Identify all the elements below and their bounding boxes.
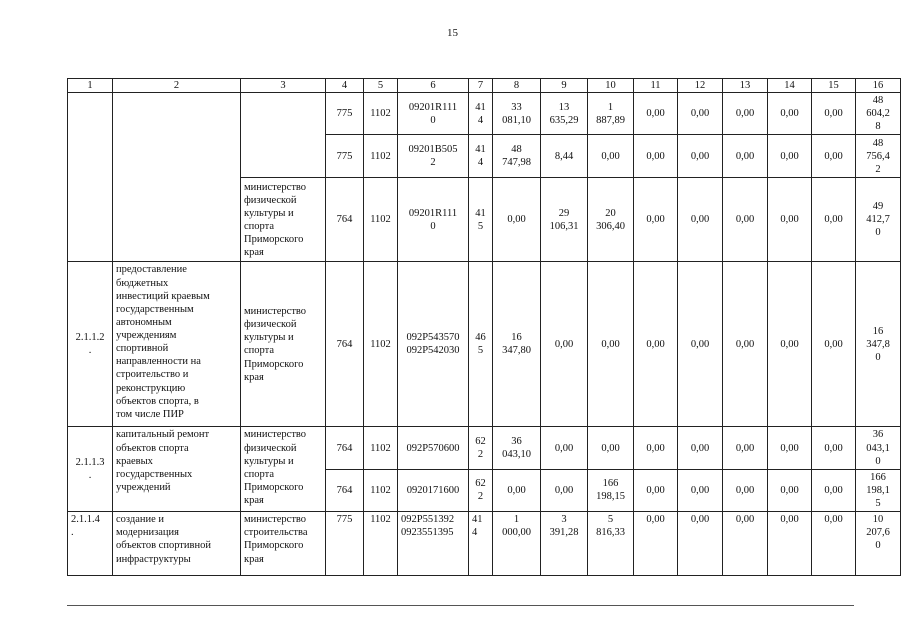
table-cell: 20 306,40 xyxy=(588,178,634,262)
table-cell: 0,00 xyxy=(678,262,723,427)
table-cell xyxy=(113,93,241,262)
table-cell: 0,00 xyxy=(768,427,812,469)
table-cell: 0,00 xyxy=(812,512,856,576)
table-cell: 0,00 xyxy=(723,427,768,469)
table-cell: 0,00 xyxy=(768,135,812,178)
table-cell: 0,00 xyxy=(588,135,634,178)
column-header: 12 xyxy=(678,79,723,93)
table-cell: 0,00 xyxy=(812,178,856,262)
column-header: 9 xyxy=(541,79,588,93)
table-cell: 1102 xyxy=(364,512,398,576)
table-cell: 0,00 xyxy=(634,178,678,262)
table-row xyxy=(68,262,901,427)
table-cell: 0,00 xyxy=(768,178,812,262)
table-cell: 0,00 xyxy=(768,469,812,511)
column-header: 15 xyxy=(812,79,856,93)
table-cell: 0,00 xyxy=(634,262,678,427)
table-row xyxy=(68,512,901,576)
row-description: предоставление бюджетных инвестиций краевым государственным автономным учреждениям спортивной направленности на строительство и реконструкцию объектов спорта, в том числе ПИР xyxy=(113,262,241,427)
table-cell: 0,00 xyxy=(493,178,541,262)
table-cell: 1102 xyxy=(364,427,398,469)
page-number: 15 xyxy=(447,27,458,39)
table-cell: 0,00 xyxy=(634,135,678,178)
table-cell: 764 xyxy=(326,262,364,427)
table-cell: 0,00 xyxy=(723,93,768,135)
table-cell: 48 747,98 xyxy=(493,135,541,178)
column-header: 8 xyxy=(493,79,541,93)
table-cell: 1 887,89 xyxy=(588,93,634,135)
table-cell: 09201R111 0 xyxy=(398,93,469,135)
table-cell: 0,00 xyxy=(812,262,856,427)
table-cell: 0,00 xyxy=(678,469,723,511)
column-header: 1 xyxy=(68,79,113,93)
table-cell: 29 106,31 xyxy=(541,178,588,262)
table-cell: 0,00 xyxy=(812,427,856,469)
table-cell: 36 043,10 xyxy=(493,427,541,469)
column-header: 14 xyxy=(768,79,812,93)
column-header: 3 xyxy=(241,79,326,93)
table-cell: 764 xyxy=(326,178,364,262)
table-cell: 166 198,15 xyxy=(588,469,634,511)
table-cell: 48 756,4 2 xyxy=(856,135,901,178)
column-header: 10 xyxy=(588,79,634,93)
column-number-row xyxy=(68,79,901,93)
table-cell: 0,00 xyxy=(678,512,723,576)
table-cell: 0,00 xyxy=(723,135,768,178)
table-cell: 1 000,00 xyxy=(493,512,541,576)
table-cell: 62 2 xyxy=(469,427,493,469)
row-number: 2.1.1.3 . xyxy=(68,427,113,512)
table-cell: 0,00 xyxy=(678,178,723,262)
column-header: 11 xyxy=(634,79,678,93)
table-cell: 092P551392 0923551395 xyxy=(398,512,469,576)
column-header: 5 xyxy=(364,79,398,93)
table-cell: 0920171600 xyxy=(398,469,469,511)
table-cell: 41 5 xyxy=(469,178,493,262)
row-description: капитальный ремонт объектов спорта краевых государственных учреждений xyxy=(113,427,241,512)
column-header: 4 xyxy=(326,79,364,93)
table-cell: 764 xyxy=(326,469,364,511)
table-cell: 1102 xyxy=(364,135,398,178)
table-cell: 0,00 xyxy=(678,93,723,135)
table-cell: 10 207,6 0 xyxy=(856,512,901,576)
row-number: 2.1.1.2 . xyxy=(68,262,113,427)
table-cell: 0,00 xyxy=(588,427,634,469)
table-cell: 0,00 xyxy=(723,469,768,511)
table-cell: 13 635,29 xyxy=(541,93,588,135)
footer-rule xyxy=(67,605,854,606)
table-cell: 09201R111 0 xyxy=(398,178,469,262)
table-cell xyxy=(68,93,113,262)
column-header: 13 xyxy=(723,79,768,93)
row-number: 2.1.1.4 . xyxy=(68,512,113,576)
table-cell: 166 198,1 5 xyxy=(856,469,901,511)
table-cell: 1102 xyxy=(364,178,398,262)
column-header: 7 xyxy=(469,79,493,93)
table-cell: 0,00 xyxy=(634,512,678,576)
table-cell: 0,00 xyxy=(541,262,588,427)
table-cell: 0,00 xyxy=(588,262,634,427)
table-cell: 092P543570 092P542030 xyxy=(398,262,469,427)
table-cell: 775 xyxy=(326,93,364,135)
table-cell: 5 816,33 xyxy=(588,512,634,576)
table-cell: 0,00 xyxy=(723,178,768,262)
table-cell: 0,00 xyxy=(678,135,723,178)
table-cell: 46 5 xyxy=(469,262,493,427)
table-cell: 0,00 xyxy=(634,469,678,511)
table-cell: 0,00 xyxy=(768,262,812,427)
table-cell: 8,44 xyxy=(541,135,588,178)
table-cell: 33 081,10 xyxy=(493,93,541,135)
table-cell: 3 391,28 xyxy=(541,512,588,576)
table-cell: 0,00 xyxy=(812,135,856,178)
table-cell: министерство строительства Приморского края xyxy=(241,512,326,576)
table-cell: 41 4 xyxy=(469,93,493,135)
table-cell: 49 412,7 0 xyxy=(856,178,901,262)
table-cell: 41 4 xyxy=(469,512,493,576)
table-cell: 0,00 xyxy=(493,469,541,511)
table-cell: 09201B505 2 xyxy=(398,135,469,178)
table-cell: 0,00 xyxy=(768,512,812,576)
table-cell: 0,00 xyxy=(634,93,678,135)
table-cell: 62 2 xyxy=(469,469,493,511)
budget-table xyxy=(67,78,901,576)
table-row xyxy=(68,427,901,469)
table-cell xyxy=(241,93,326,178)
table-cell: 0,00 xyxy=(812,93,856,135)
table-cell: министерство физической культуры и спорта Приморского края xyxy=(241,178,326,262)
table-cell: 1102 xyxy=(364,93,398,135)
table-cell: 0,00 xyxy=(768,93,812,135)
table-cell: 0,00 xyxy=(541,427,588,469)
column-header: 6 xyxy=(398,79,469,93)
table-cell: 1102 xyxy=(364,469,398,511)
table-cell: 775 xyxy=(326,512,364,576)
table-cell: 48 604,2 8 xyxy=(856,93,901,135)
table-cell: 16 347,8 0 xyxy=(856,262,901,427)
table-cell: 092P570600 xyxy=(398,427,469,469)
table-cell: министерство физической культуры и спорта Приморского края xyxy=(241,427,326,512)
table-cell: 16 347,80 xyxy=(493,262,541,427)
table-cell: министерство физической культуры и спорта Приморского края xyxy=(241,262,326,427)
table-cell: 1102 xyxy=(364,262,398,427)
table-cell: 0,00 xyxy=(812,469,856,511)
table-cell: 764 xyxy=(326,427,364,469)
row-description: создание и модернизация объектов спортивной инфраструктуры xyxy=(113,512,241,576)
table-cell: 0,00 xyxy=(634,427,678,469)
column-header: 16 xyxy=(856,79,901,93)
table-cell: 0,00 xyxy=(678,427,723,469)
table-cell: 0,00 xyxy=(723,262,768,427)
table-cell: 36 043,1 0 xyxy=(856,427,901,469)
table-cell: 0,00 xyxy=(541,469,588,511)
table-cell: 0,00 xyxy=(723,512,768,576)
column-header: 2 xyxy=(113,79,241,93)
table-cell: 41 4 xyxy=(469,135,493,178)
table-row xyxy=(68,93,901,135)
table-cell: 775 xyxy=(326,135,364,178)
